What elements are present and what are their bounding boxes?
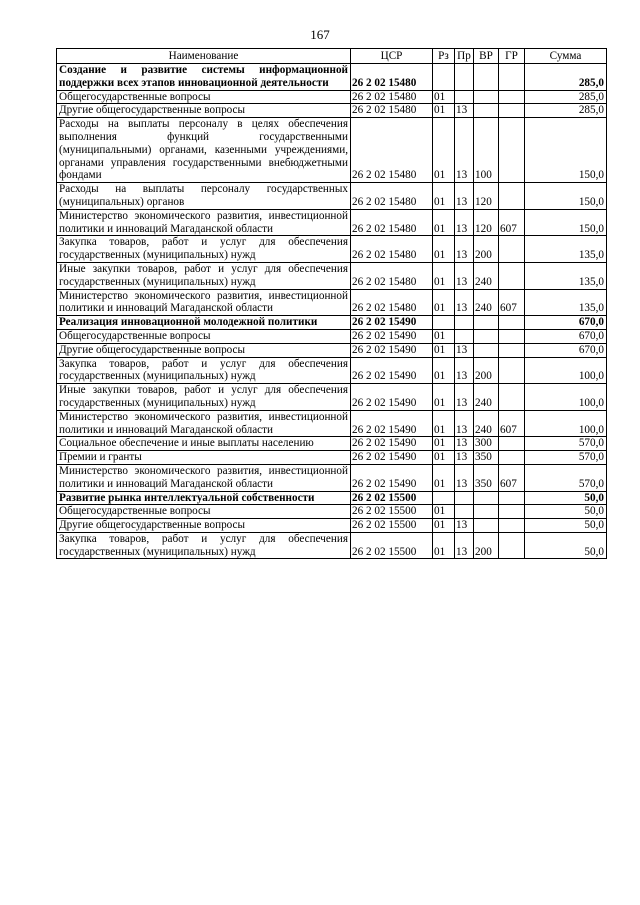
cell-sum: 50,0 xyxy=(525,519,607,533)
cell-rz: 01 xyxy=(433,118,455,183)
cell-gr xyxy=(499,316,525,330)
cell-name: Расходы на выплаты персоналу государственных (муниципальных) органов xyxy=(57,183,351,210)
cell-sum: 570,0 xyxy=(525,464,607,491)
cell-name: Развитие рынка интеллектуальной собственности xyxy=(57,491,351,505)
cell-pr: 13 xyxy=(455,289,474,316)
cell-sum: 285,0 xyxy=(525,90,607,104)
cell-pr: 13 xyxy=(455,104,474,118)
table-row xyxy=(57,64,607,91)
table-row xyxy=(57,104,607,118)
cell-pr: 13 xyxy=(455,357,474,384)
cell-vr: 300 xyxy=(474,437,499,451)
cell-pr xyxy=(455,90,474,104)
cell-sum: 50,0 xyxy=(525,491,607,505)
cell-csr: 26 2 02 15490 xyxy=(351,316,433,330)
cell-sum: 150,0 xyxy=(525,209,607,236)
cell-csr: 26 2 02 15480 xyxy=(351,236,433,263)
cell-gr xyxy=(499,491,525,505)
cell-rz: 01 xyxy=(433,519,455,533)
header-pr: Пр xyxy=(455,49,474,64)
header-csr: ЦСР xyxy=(351,49,433,64)
cell-rz: 01 xyxy=(433,262,455,289)
table-row xyxy=(57,451,607,465)
cell-pr xyxy=(455,329,474,343)
cell-sum: 150,0 xyxy=(525,118,607,183)
cell-vr: 240 xyxy=(474,289,499,316)
table-row xyxy=(57,118,607,183)
cell-name: Премии и гранты xyxy=(57,451,351,465)
cell-csr: 26 2 02 15490 xyxy=(351,464,433,491)
cell-rz: 01 xyxy=(433,451,455,465)
cell-vr xyxy=(474,316,499,330)
cell-csr: 26 2 02 15490 xyxy=(351,451,433,465)
cell-name: Общегосударственные вопросы xyxy=(57,90,351,104)
cell-rz: 01 xyxy=(433,464,455,491)
cell-vr: 240 xyxy=(474,384,499,411)
cell-sum: 135,0 xyxy=(525,236,607,263)
table-row xyxy=(57,410,607,437)
cell-gr xyxy=(499,357,525,384)
cell-name: Расходы на выплаты персоналу в целях обеспечения выполнения функций государственными (муниципальными) органами, казенными учреждениями, органами управления государственными внебюджетными фондами xyxy=(57,118,351,183)
cell-gr xyxy=(499,262,525,289)
cell-rz: 01 xyxy=(433,183,455,210)
cell-rz: 01 xyxy=(433,209,455,236)
cell-vr: 200 xyxy=(474,532,499,559)
table-row xyxy=(57,329,607,343)
cell-rz: 01 xyxy=(433,357,455,384)
cell-gr: 607 xyxy=(499,464,525,491)
cell-vr xyxy=(474,64,499,91)
page-number: 167 xyxy=(310,27,330,42)
cell-sum: 135,0 xyxy=(525,289,607,316)
cell-sum: 50,0 xyxy=(525,505,607,519)
cell-name: Другие общегосударственные вопросы xyxy=(57,343,351,357)
table-row xyxy=(57,236,607,263)
cell-csr: 26 2 02 15480 xyxy=(351,209,433,236)
cell-rz: 01 xyxy=(433,90,455,104)
table-row xyxy=(57,262,607,289)
cell-csr: 26 2 02 15480 xyxy=(351,183,433,210)
cell-pr: 13 xyxy=(455,410,474,437)
cell-vr: 120 xyxy=(474,183,499,210)
cell-pr xyxy=(455,491,474,505)
cell-pr: 13 xyxy=(455,343,474,357)
cell-name: Министерство экономического развития, инвестиционной политики и инноваций Магаданской области xyxy=(57,464,351,491)
cell-pr xyxy=(455,505,474,519)
cell-rz: 01 xyxy=(433,104,455,118)
cell-vr: 240 xyxy=(474,410,499,437)
cell-vr: 200 xyxy=(474,357,499,384)
cell-rz: 01 xyxy=(433,384,455,411)
table-row xyxy=(57,183,607,210)
table-row xyxy=(57,343,607,357)
cell-vr xyxy=(474,491,499,505)
cell-gr xyxy=(499,236,525,263)
cell-csr: 26 2 02 15490 xyxy=(351,357,433,384)
cell-sum: 285,0 xyxy=(525,104,607,118)
table-row xyxy=(57,289,607,316)
cell-pr: 13 xyxy=(455,384,474,411)
cell-pr: 13 xyxy=(455,236,474,263)
cell-vr: 120 xyxy=(474,209,499,236)
cell-csr: 26 2 02 15490 xyxy=(351,410,433,437)
budget-table xyxy=(56,48,607,559)
cell-pr: 13 xyxy=(455,451,474,465)
cell-pr: 13 xyxy=(455,118,474,183)
cell-pr: 13 xyxy=(455,464,474,491)
cell-gr xyxy=(499,329,525,343)
cell-gr xyxy=(499,118,525,183)
table-row xyxy=(57,384,607,411)
cell-gr: 607 xyxy=(499,410,525,437)
cell-sum: 285,0 xyxy=(525,64,607,91)
cell-gr xyxy=(499,519,525,533)
cell-sum: 570,0 xyxy=(525,451,607,465)
cell-name: Министерство экономического развития, инвестиционной политики и инноваций Магаданской области xyxy=(57,209,351,236)
cell-vr xyxy=(474,505,499,519)
cell-sum: 150,0 xyxy=(525,183,607,210)
cell-csr: 26 2 02 15480 xyxy=(351,104,433,118)
cell-csr: 26 2 02 15480 xyxy=(351,90,433,104)
cell-csr: 26 2 02 15480 xyxy=(351,118,433,183)
table-row xyxy=(57,464,607,491)
cell-csr: 26 2 02 15500 xyxy=(351,532,433,559)
cell-pr: 13 xyxy=(455,209,474,236)
table-row xyxy=(57,357,607,384)
cell-pr xyxy=(455,64,474,91)
header-vr: ВР xyxy=(474,49,499,64)
cell-name: Закупка товаров, работ и услуг для обеспечения государственных (муниципальных) нужд xyxy=(57,236,351,263)
cell-name: Создание и развитие системы информационной поддержки всех этапов инновационной деятельности xyxy=(57,64,351,91)
table-header-row xyxy=(57,49,607,64)
cell-gr xyxy=(499,437,525,451)
cell-csr: 26 2 02 15480 xyxy=(351,262,433,289)
cell-gr: 607 xyxy=(499,289,525,316)
cell-rz: 01 xyxy=(433,289,455,316)
cell-rz xyxy=(433,64,455,91)
cell-rz: 01 xyxy=(433,236,455,263)
cell-sum: 135,0 xyxy=(525,262,607,289)
cell-gr xyxy=(499,104,525,118)
cell-rz: 01 xyxy=(433,532,455,559)
cell-name: Реализация инновационной молодежной политики xyxy=(57,316,351,330)
table-row xyxy=(57,437,607,451)
cell-gr xyxy=(499,183,525,210)
cell-rz: 01 xyxy=(433,410,455,437)
cell-sum: 100,0 xyxy=(525,410,607,437)
cell-sum: 50,0 xyxy=(525,532,607,559)
table-row xyxy=(57,316,607,330)
cell-rz: 01 xyxy=(433,343,455,357)
cell-name: Министерство экономического развития, инвестиционной политики и инноваций Магаданской области xyxy=(57,289,351,316)
table-row xyxy=(57,209,607,236)
cell-csr: 26 2 02 15500 xyxy=(351,491,433,505)
cell-csr: 26 2 02 15480 xyxy=(351,64,433,91)
cell-vr: 350 xyxy=(474,451,499,465)
table-row xyxy=(57,505,607,519)
cell-name: Закупка товаров, работ и услуг для обеспечения государственных (муниципальных) нужд xyxy=(57,532,351,559)
table-row xyxy=(57,532,607,559)
cell-csr: 26 2 02 15490 xyxy=(351,343,433,357)
header-sum: Сумма xyxy=(525,49,607,64)
cell-vr xyxy=(474,329,499,343)
cell-vr: 100 xyxy=(474,118,499,183)
header-name: Наименование xyxy=(57,49,351,64)
cell-rz: 01 xyxy=(433,437,455,451)
cell-rz xyxy=(433,491,455,505)
cell-rz: 01 xyxy=(433,505,455,519)
cell-csr: 26 2 02 15490 xyxy=(351,384,433,411)
cell-sum: 100,0 xyxy=(525,357,607,384)
cell-pr: 13 xyxy=(455,519,474,533)
cell-gr xyxy=(499,451,525,465)
cell-sum: 100,0 xyxy=(525,384,607,411)
cell-vr xyxy=(474,104,499,118)
cell-name: Иные закупки товаров, работ и услуг для обеспечения государственных (муниципальных) нужд xyxy=(57,384,351,411)
cell-gr xyxy=(499,343,525,357)
cell-name: Другие общегосударственные вопросы xyxy=(57,104,351,118)
cell-name: Социальное обеспечение и иные выплаты населению xyxy=(57,437,351,451)
cell-name: Иные закупки товаров, работ и услуг для обеспечения государственных (муниципальных) нужд xyxy=(57,262,351,289)
cell-pr: 13 xyxy=(455,437,474,451)
table-row xyxy=(57,519,607,533)
cell-gr: 607 xyxy=(499,209,525,236)
cell-vr xyxy=(474,519,499,533)
cell-pr: 13 xyxy=(455,532,474,559)
cell-vr xyxy=(474,343,499,357)
header-gr: ГР xyxy=(499,49,525,64)
cell-gr xyxy=(499,90,525,104)
cell-name: Министерство экономического развития, инвестиционной политики и инноваций Магаданской области xyxy=(57,410,351,437)
table-row xyxy=(57,491,607,505)
cell-pr: 13 xyxy=(455,183,474,210)
cell-gr xyxy=(499,505,525,519)
cell-csr: 26 2 02 15480 xyxy=(351,289,433,316)
cell-name: Другие общегосударственные вопросы xyxy=(57,519,351,533)
cell-gr xyxy=(499,384,525,411)
cell-pr: 13 xyxy=(455,262,474,289)
cell-sum: 670,0 xyxy=(525,343,607,357)
cell-sum: 670,0 xyxy=(525,329,607,343)
cell-vr: 350 xyxy=(474,464,499,491)
cell-sum: 670,0 xyxy=(525,316,607,330)
cell-csr: 26 2 02 15490 xyxy=(351,437,433,451)
cell-gr xyxy=(499,64,525,91)
cell-name: Общегосударственные вопросы xyxy=(57,329,351,343)
cell-gr xyxy=(499,532,525,559)
table-row xyxy=(57,90,607,104)
cell-csr: 26 2 02 15500 xyxy=(351,505,433,519)
cell-name: Общегосударственные вопросы xyxy=(57,505,351,519)
cell-sum: 570,0 xyxy=(525,437,607,451)
cell-csr: 26 2 02 15490 xyxy=(351,329,433,343)
cell-rz xyxy=(433,316,455,330)
cell-vr xyxy=(474,90,499,104)
cell-name: Закупка товаров, работ и услуг для обеспечения государственных (муниципальных) нужд xyxy=(57,357,351,384)
cell-vr: 240 xyxy=(474,262,499,289)
header-rz: Рз xyxy=(433,49,455,64)
cell-pr xyxy=(455,316,474,330)
cell-vr: 200 xyxy=(474,236,499,263)
cell-csr: 26 2 02 15500 xyxy=(351,519,433,533)
cell-rz: 01 xyxy=(433,329,455,343)
